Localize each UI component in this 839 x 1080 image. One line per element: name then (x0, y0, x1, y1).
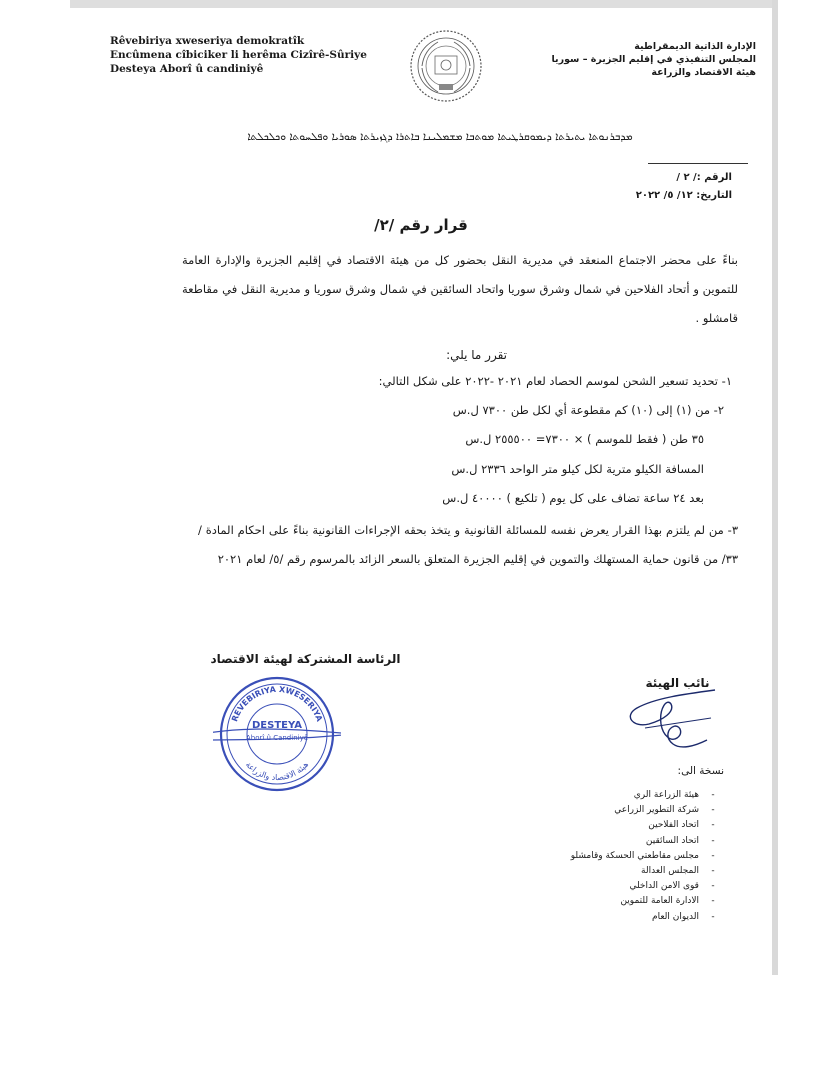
stamp-center-text: DESTEYA (251, 720, 303, 731)
header-kurdish (110, 34, 380, 76)
co-presidency-title: الرئاسة المشتركة لهيئة الاقتصاد (210, 652, 401, 666)
reference-date: التاريخ: ١٢/ ٥/ ٢٠٢٢ (635, 190, 732, 201)
reference-number: الرقم :/ ٢ / (676, 172, 732, 183)
scan-edge-right (772, 0, 778, 975)
header-right-line: المجلس التنفيذي في إقليم الجزيرة – سوريا (551, 54, 756, 65)
list-item: - اتحاد الفلاحين (648, 820, 715, 831)
divider (648, 163, 748, 164)
decision-item: ٣٥ طن ( فقط للموسم ) × ٧٣٠٠= ٢٥٥٥٠٠ ل.س (465, 432, 704, 446)
stamp-center-subtext: Aborî û Candiniyê (245, 734, 309, 742)
resolves-heading: تقرر ما يلي: (446, 348, 507, 362)
list-item: - المجلس العدالة (641, 866, 715, 877)
header-arabic (526, 40, 756, 79)
decision-item-3: ٣- من لم يلتزم بهذا القرار يعرض نفسه للمسائلة القانونية و يتخذ بحقه الإجراءات القانونية بناءً على احكام المادة /٣٣/ من قانون حماية المستهلك والتموين في إقليم الجزيرة المتعلق بالسعر الزائد بالمرسوم رقم /٥/ لعام ٢٠٢١ (198, 523, 738, 566)
header-left-line: Encûmena cîbiciker li herêma Cizîrê-Sûriye (110, 49, 367, 61)
handwritten-signature-icon (615, 668, 735, 753)
list-item: - شركة التطوير الزراعي (614, 805, 715, 816)
list-item: - الادارة العامة للتموين (620, 896, 715, 907)
intro-paragraph: بناءً على محضر الاجتماع المنعقد في مديرية النقل بحضور كل من هيئة الاقتصاد في إقليم الجزيرة والإدارة العامة للتموين و أتحاد الفلاحين في شمال وشرق سوريا واتحاد السائقين في شمال وشرق سوريا و مديرية النقل في مقاطعة قامشلو . (182, 253, 738, 325)
deputy-title: نائب الهيئة (645, 676, 710, 690)
header-right-line: الإدارة الذاتية الديمقراطية (634, 41, 756, 52)
scan-edge-top (70, 0, 772, 8)
decision-item: بعد ٢٤ ساعة تضاف على كل يوم ( تلكيع ) ٤٠٠٠٠ ل.س (442, 491, 704, 505)
list-item: - هيئة الزراعة الري (633, 790, 715, 800)
stamp-ring-text-bottom: هيئة الاقتصاد والزراعة (243, 760, 311, 783)
stamp-ring-text: REVEBIRIYA XWESERIYA (230, 684, 324, 723)
decision-title: قرار رقم /٢/ (374, 216, 468, 234)
copies-label: نسخة الى: (677, 765, 724, 777)
list-item: - قوى الامن الداخلي (629, 881, 715, 892)
list-item: - الديوان العام (652, 911, 715, 922)
list-item: - اتحاد السائقين (645, 835, 715, 846)
decision-item: المسافة الكيلو مترية لكل كيلو متر الواحد ٢٣٣٦ ل.س (451, 462, 704, 476)
header-left-line: Desteya Aborî û candiniyê (110, 63, 264, 75)
list-item: - مجلس مقاطعتي الحسكة وقامشلو (570, 850, 715, 861)
header-syriac-line: ܡܕܒܪܢܘܬܐ ܝܬܝܪܬܐ ܕܝܡܘܩܪܛܝܬܐ ܡܘܬܒܐ ܡܫܡܠܝܢܐ ܒܐܬܪܐ ܕܓܙܝܪܬܐ ܣܘܪܝܐ ܘܦܠܚܘܬܐ ܘܟܠܟܠܬܐ (247, 131, 633, 143)
document-page (70, 8, 772, 975)
decision-item: ٢- من (١) إلى (١٠) كم مقطوعة أي لكل طن ٧٣٠٠ ل.س (452, 403, 724, 417)
decision-item: ١- تحديد تسعير الشحن لموسم الحصاد لعام ٢٠٢١ -٢٠٢٢ على شكل التالي: (378, 374, 732, 388)
emblem-seal-icon (408, 28, 484, 104)
header-right-line: هيئة الاقتصاد والزراعة (651, 67, 756, 78)
copies-list (497, 788, 717, 925)
official-stamp-icon (213, 670, 341, 798)
header-left-line: Rêvebiriya xweseriya demokratîk (110, 35, 305, 47)
